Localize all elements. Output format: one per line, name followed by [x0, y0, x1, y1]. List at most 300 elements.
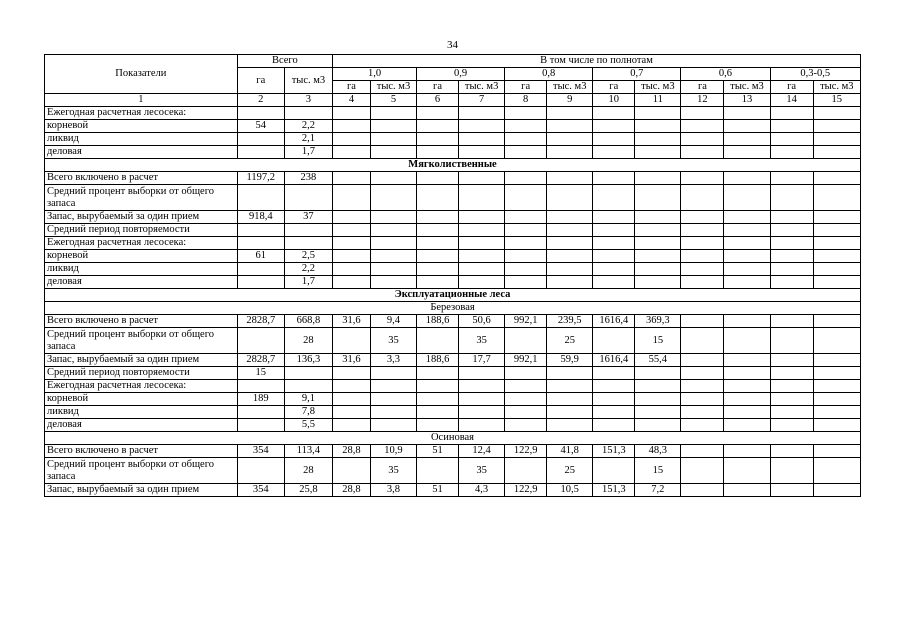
- header-density: 1,0: [333, 68, 417, 81]
- forestry-table: [44, 54, 861, 497]
- table-cell: 28: [284, 328, 332, 354]
- table-cell: 12,4: [459, 445, 505, 458]
- table-row: [45, 211, 861, 224]
- table-cell: [813, 185, 860, 211]
- table-cell: [813, 367, 860, 380]
- table-cell: [417, 120, 459, 133]
- table-cell: [459, 146, 505, 159]
- table-cell: [813, 458, 860, 484]
- table-cell: [813, 445, 860, 458]
- table-cell: [505, 458, 547, 484]
- table-cell: [333, 120, 371, 133]
- column-number: 13: [724, 94, 770, 107]
- table-row: [45, 458, 861, 484]
- table-cell: [813, 328, 860, 354]
- table-cell: [370, 380, 416, 393]
- column-number: 15: [813, 94, 860, 107]
- table-cell: [593, 237, 635, 250]
- table-cell: [370, 237, 416, 250]
- table-cell: [593, 146, 635, 159]
- table-cell: [547, 224, 593, 237]
- table-cell: [547, 367, 593, 380]
- table-cell: 136,3: [284, 354, 332, 367]
- table-cell: [547, 172, 593, 185]
- header-density: 0,7: [593, 68, 681, 81]
- column-number: 10: [593, 94, 635, 107]
- table-cell: [459, 120, 505, 133]
- row-label: Ежегодная расчетная лесосека:: [45, 107, 238, 120]
- table-cell: 25,8: [284, 484, 332, 497]
- table-cell: [813, 133, 860, 146]
- table-cell: 7,8: [284, 406, 332, 419]
- table-cell: [681, 380, 724, 393]
- table-cell: [459, 406, 505, 419]
- row-label: Средний процент выборки от общего запаса: [45, 328, 238, 354]
- row-label: Ежегодная расчетная лесосека:: [45, 380, 238, 393]
- column-number: 5: [370, 94, 416, 107]
- row-label: Запас, вырубаемый за один прием: [45, 484, 238, 497]
- table-cell: [459, 185, 505, 211]
- table-cell: [593, 185, 635, 211]
- table-row: [45, 224, 861, 237]
- table-cell: [724, 393, 770, 406]
- table-cell: [547, 107, 593, 120]
- table-cell: [333, 276, 371, 289]
- table-cell: [724, 237, 770, 250]
- table-cell: [417, 380, 459, 393]
- table-row: [45, 146, 861, 159]
- table-cell: [417, 458, 459, 484]
- table-cell: [370, 120, 416, 133]
- header-total: Всего: [237, 55, 332, 68]
- table-cell: [635, 250, 681, 263]
- table-cell: [547, 133, 593, 146]
- table-cell: 1197,2: [237, 172, 284, 185]
- table-cell: [770, 445, 813, 458]
- header-density: 0,6: [681, 68, 770, 81]
- section-title: Мягколиственные: [45, 159, 861, 172]
- table-cell: [635, 185, 681, 211]
- table-cell: [333, 458, 371, 484]
- table-cell: [724, 224, 770, 237]
- table-cell: [770, 406, 813, 419]
- table-cell: [333, 172, 371, 185]
- table-cell: 7,2: [635, 484, 681, 497]
- table-cell: [417, 367, 459, 380]
- column-number: 4: [333, 94, 371, 107]
- table-cell: [333, 406, 371, 419]
- table-cell: [547, 406, 593, 419]
- table-cell: 1616,4: [593, 354, 635, 367]
- table-cell: [417, 224, 459, 237]
- table-cell: [237, 133, 284, 146]
- table-cell: [459, 276, 505, 289]
- table-cell: 354: [237, 484, 284, 497]
- section-row: [45, 289, 861, 302]
- table-cell: [505, 406, 547, 419]
- header-total-m3: тыс. м3: [284, 68, 332, 94]
- table-cell: [370, 406, 416, 419]
- table-body: [45, 107, 861, 497]
- table-cell: 2828,7: [237, 354, 284, 367]
- table-cell: [505, 237, 547, 250]
- table-cell: [333, 133, 371, 146]
- table-cell: [284, 185, 332, 211]
- table-cell: [813, 406, 860, 419]
- table-row: [45, 133, 861, 146]
- table-cell: [459, 250, 505, 263]
- table-cell: [284, 224, 332, 237]
- row-label: Средний процент выборки от общего запаса: [45, 458, 238, 484]
- table-cell: [593, 120, 635, 133]
- table-cell: [593, 367, 635, 380]
- table-cell: 188,6: [417, 315, 459, 328]
- table-cell: [417, 107, 459, 120]
- table-cell: [813, 237, 860, 250]
- table-cell: [813, 393, 860, 406]
- table-cell: [770, 263, 813, 276]
- row-label: корневой: [45, 250, 238, 263]
- header-ha: га: [593, 81, 635, 94]
- table-cell: [681, 133, 724, 146]
- row-label: ликвид: [45, 133, 238, 146]
- header-total-ha: га: [237, 68, 284, 94]
- header-m3: тыс. м3: [813, 81, 860, 94]
- table-cell: [333, 237, 371, 250]
- table-cell: [284, 237, 332, 250]
- table-cell: [237, 237, 284, 250]
- column-number: 8: [505, 94, 547, 107]
- table-cell: 2,1: [284, 133, 332, 146]
- table-cell: 918,4: [237, 211, 284, 224]
- table-cell: [417, 133, 459, 146]
- header-m3: тыс. м3: [635, 81, 681, 94]
- table-cell: [770, 185, 813, 211]
- table-cell: [724, 263, 770, 276]
- table-cell: [505, 224, 547, 237]
- table-cell: [459, 211, 505, 224]
- table-cell: [813, 224, 860, 237]
- table-cell: [681, 107, 724, 120]
- table-cell: [724, 276, 770, 289]
- table-cell: 2,5: [284, 250, 332, 263]
- table-row: [45, 484, 861, 497]
- table-row: [45, 419, 861, 432]
- table-cell: [724, 406, 770, 419]
- table-cell: 51: [417, 484, 459, 497]
- table-cell: [681, 263, 724, 276]
- table-cell: 5,5: [284, 419, 332, 432]
- table-cell: [417, 419, 459, 432]
- table-cell: 1,7: [284, 146, 332, 159]
- table-cell: [813, 172, 860, 185]
- header-density: 0,8: [505, 68, 593, 81]
- table-cell: [635, 419, 681, 432]
- column-number-row: [45, 94, 861, 107]
- table-cell: [593, 328, 635, 354]
- table-cell: [333, 328, 371, 354]
- table-row: [45, 393, 861, 406]
- table-cell: [724, 315, 770, 328]
- table-row: [45, 315, 861, 328]
- table-cell: [681, 211, 724, 224]
- table-cell: 10,5: [547, 484, 593, 497]
- header-indicators: Показатели: [45, 55, 238, 94]
- table-cell: [505, 380, 547, 393]
- table-cell: 25: [547, 458, 593, 484]
- table-cell: 28,8: [333, 484, 371, 497]
- table-cell: [547, 263, 593, 276]
- table-cell: 113,4: [284, 445, 332, 458]
- row-label: Запас, вырубаемый за один прием: [45, 211, 238, 224]
- table-cell: [370, 263, 416, 276]
- table-cell: [724, 172, 770, 185]
- table-cell: 668,8: [284, 315, 332, 328]
- table-cell: [681, 367, 724, 380]
- table-cell: [505, 419, 547, 432]
- table-cell: [635, 146, 681, 159]
- table-cell: [417, 172, 459, 185]
- column-number: 1: [45, 94, 238, 107]
- table-cell: [593, 276, 635, 289]
- row-label: Всего включено в расчет: [45, 315, 238, 328]
- table-cell: 354: [237, 445, 284, 458]
- table-cell: [635, 172, 681, 185]
- table-cell: [724, 419, 770, 432]
- table-row: [45, 445, 861, 458]
- table-cell: [237, 406, 284, 419]
- header-m3: тыс. м3: [459, 81, 505, 94]
- table-cell: 28,8: [333, 445, 371, 458]
- page-number: 34: [447, 39, 458, 51]
- table-cell: [505, 185, 547, 211]
- table-cell: 188,6: [417, 354, 459, 367]
- table-cell: [724, 146, 770, 159]
- table-cell: [770, 107, 813, 120]
- table-cell: 1616,4: [593, 315, 635, 328]
- table-cell: [237, 328, 284, 354]
- table-cell: [770, 419, 813, 432]
- table-cell: 31,6: [333, 315, 371, 328]
- table-row: [45, 237, 861, 250]
- table-cell: [417, 328, 459, 354]
- table-cell: [333, 107, 371, 120]
- table-cell: [237, 380, 284, 393]
- row-label: ликвид: [45, 263, 238, 276]
- table-cell: [593, 224, 635, 237]
- table-cell: [724, 354, 770, 367]
- table-cell: [459, 380, 505, 393]
- table-cell: [724, 380, 770, 393]
- table-cell: [459, 237, 505, 250]
- table-row: [45, 263, 861, 276]
- table-cell: [333, 263, 371, 276]
- table-cell: [681, 328, 724, 354]
- table-cell: [459, 367, 505, 380]
- table-cell: [681, 120, 724, 133]
- table-cell: 15: [237, 367, 284, 380]
- table-cell: [505, 276, 547, 289]
- row-label: Средний период повторяемости: [45, 367, 238, 380]
- table-cell: [459, 393, 505, 406]
- table-cell: [333, 250, 371, 263]
- row-label: Средний процент выборки от общего запаса: [45, 185, 238, 211]
- table-cell: [505, 367, 547, 380]
- table-cell: [635, 380, 681, 393]
- table-cell: [593, 211, 635, 224]
- table-cell: [593, 393, 635, 406]
- table-cell: [333, 419, 371, 432]
- table-cell: [770, 224, 813, 237]
- table-cell: 31,6: [333, 354, 371, 367]
- table-row: [45, 354, 861, 367]
- table-cell: [370, 211, 416, 224]
- table-cell: [813, 276, 860, 289]
- table-cell: [505, 263, 547, 276]
- header-row-1: [45, 55, 861, 68]
- table-cell: 122,9: [505, 445, 547, 458]
- table-cell: [770, 354, 813, 367]
- row-label: Ежегодная расчетная лесосека:: [45, 237, 238, 250]
- table-cell: 3,8: [370, 484, 416, 497]
- table-cell: [459, 107, 505, 120]
- header-m3: тыс. м3: [547, 81, 593, 94]
- column-number: 9: [547, 94, 593, 107]
- section-row: [45, 432, 861, 445]
- table-cell: [724, 185, 770, 211]
- table-cell: [593, 458, 635, 484]
- table-cell: 50,6: [459, 315, 505, 328]
- table-cell: [459, 263, 505, 276]
- table-cell: [681, 406, 724, 419]
- table-cell: 28: [284, 458, 332, 484]
- header-m3: тыс. м3: [724, 81, 770, 94]
- table-cell: 9,4: [370, 315, 416, 328]
- table-cell: [635, 393, 681, 406]
- table-cell: [635, 224, 681, 237]
- table-cell: [681, 445, 724, 458]
- row-label: Запас, вырубаемый за один прием: [45, 354, 238, 367]
- table-cell: [505, 120, 547, 133]
- table-cell: [547, 276, 593, 289]
- table-cell: [547, 380, 593, 393]
- table-cell: 1,7: [284, 276, 332, 289]
- column-number: 12: [681, 94, 724, 107]
- table-cell: [547, 393, 593, 406]
- table-cell: [417, 250, 459, 263]
- table-cell: 51: [417, 445, 459, 458]
- table-cell: [505, 146, 547, 159]
- table-cell: [724, 133, 770, 146]
- table-cell: [237, 458, 284, 484]
- table-cell: 54: [237, 120, 284, 133]
- table-cell: [284, 380, 332, 393]
- table-cell: [593, 419, 635, 432]
- table-cell: [547, 185, 593, 211]
- table-cell: 9,1: [284, 393, 332, 406]
- table-row: [45, 328, 861, 354]
- table-cell: [593, 172, 635, 185]
- table-cell: [333, 146, 371, 159]
- table-cell: 48,3: [635, 445, 681, 458]
- table-cell: [724, 328, 770, 354]
- table-cell: [370, 367, 416, 380]
- table-cell: 369,3: [635, 315, 681, 328]
- table-row: [45, 406, 861, 419]
- table-cell: [770, 367, 813, 380]
- table-cell: 992,1: [505, 315, 547, 328]
- section-title: Березовая: [45, 302, 861, 315]
- table-cell: 151,3: [593, 484, 635, 497]
- table-cell: [459, 172, 505, 185]
- header-m3: тыс. м3: [370, 81, 416, 94]
- table-cell: [770, 146, 813, 159]
- table-cell: 10,9: [370, 445, 416, 458]
- table-cell: [681, 484, 724, 497]
- section-row: [45, 159, 861, 172]
- table-cell: [505, 107, 547, 120]
- table-cell: [681, 237, 724, 250]
- table-cell: [681, 172, 724, 185]
- table-cell: 35: [370, 328, 416, 354]
- table-cell: [547, 146, 593, 159]
- table-cell: [459, 224, 505, 237]
- table-cell: [724, 458, 770, 484]
- table-cell: [813, 380, 860, 393]
- table-cell: 2828,7: [237, 315, 284, 328]
- table-cell: [724, 120, 770, 133]
- table-cell: 37: [284, 211, 332, 224]
- table-cell: [370, 393, 416, 406]
- table-cell: [593, 133, 635, 146]
- table-cell: [593, 263, 635, 276]
- table-cell: [635, 211, 681, 224]
- table-cell: [770, 393, 813, 406]
- table-cell: [724, 484, 770, 497]
- table-cell: [770, 172, 813, 185]
- table-cell: 189: [237, 393, 284, 406]
- table-cell: [284, 107, 332, 120]
- column-number: 2: [237, 94, 284, 107]
- row-label: деловая: [45, 146, 238, 159]
- table-cell: 151,3: [593, 445, 635, 458]
- table-cell: [635, 120, 681, 133]
- table-cell: [237, 263, 284, 276]
- table-cell: [681, 250, 724, 263]
- header-density: 0,9: [417, 68, 505, 81]
- table-row: [45, 172, 861, 185]
- table-cell: [813, 250, 860, 263]
- table-cell: [681, 185, 724, 211]
- table-cell: [333, 185, 371, 211]
- table-cell: [593, 406, 635, 419]
- table-cell: [635, 107, 681, 120]
- table-cell: [547, 237, 593, 250]
- table-cell: [370, 224, 416, 237]
- table-cell: [724, 445, 770, 458]
- table-cell: 238: [284, 172, 332, 185]
- column-number: 7: [459, 94, 505, 107]
- table-row: [45, 380, 861, 393]
- table-cell: 4,3: [459, 484, 505, 497]
- table-cell: [237, 146, 284, 159]
- table-cell: [237, 107, 284, 120]
- table-cell: [370, 172, 416, 185]
- table-cell: [770, 276, 813, 289]
- table-cell: [237, 224, 284, 237]
- table-cell: [813, 484, 860, 497]
- table-cell: [417, 393, 459, 406]
